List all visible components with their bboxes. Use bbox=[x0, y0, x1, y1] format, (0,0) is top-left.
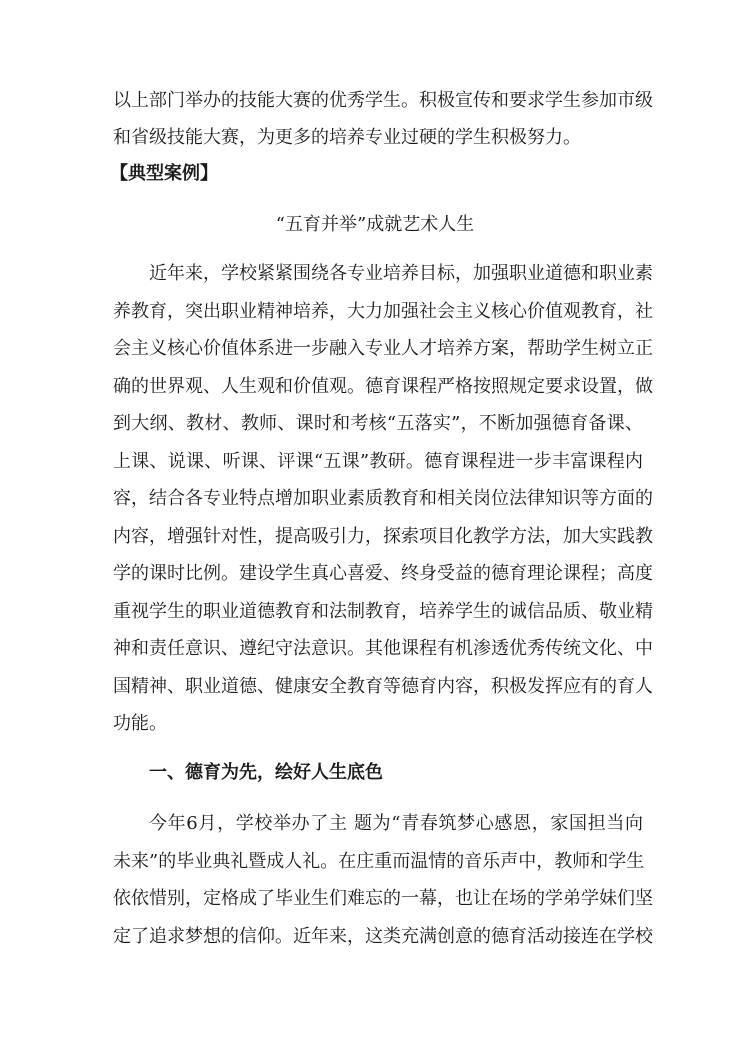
paragraph-line: 内容，增强针对性，提高吸引力，探索项目化教学方法，加大实践教 bbox=[113, 526, 653, 547]
paragraph-line: 未来”的毕业典礼暨成人礼。在庄重而温情的音乐声中，教师和学生 bbox=[113, 851, 645, 872]
paragraph-line: 重视学生的职业道德教育和法制教育，培养学生的诚信品质、敬业精 bbox=[113, 601, 653, 622]
paragraph-line: 到大纲、教材、教师、课时和考核“五落实”，不断加强德育备课、 bbox=[113, 413, 643, 434]
paragraph-line: 上课、说课、听课、评课“五课”教研。德育课程进一步丰富课程内 bbox=[113, 451, 643, 472]
paragraph-line: 功能。 bbox=[113, 713, 167, 734]
paragraph-line: 养教育，突出职业精神培养，大力加强社会主义核心价值观教育，社 bbox=[113, 301, 653, 322]
section-heading: 一、德育为先，绘好人生底色 bbox=[149, 762, 383, 783]
paragraph-line: 学的课时比例。建设学生真心喜爱、终身受益的德育理论课程；高度 bbox=[113, 563, 653, 584]
paragraph-line: 定了追求梦想的信仰。近年来，这类充满创意的德育活动接连在学校 bbox=[113, 926, 653, 947]
paragraph-line: 国精神、职业道德、健康安全教育等德育内容，积极发挥应有的育人 bbox=[113, 676, 653, 697]
paragraph-line: 神和责任意识、遵纪守法意识。其他课程有机渗透优秀传统文化、中 bbox=[113, 638, 653, 659]
intro-line: 以上部门举办的技能大赛的优秀学生。积极宣传和要求学生参加市级 bbox=[113, 90, 653, 111]
paragraph-line: 近年来，学校紧紧围绕各专业培养目标，加强职业道德和职业素 bbox=[149, 263, 653, 284]
paragraph-line: 会主义核心价值体系进一步融入专业人才培养方案，帮助学生树立正 bbox=[113, 338, 653, 359]
case-heading: 【典型案例】 bbox=[110, 163, 218, 184]
paragraph-line: 容，结合各专业特点增加职业素质教育和相关岗位法律知识等方面的 bbox=[113, 488, 653, 509]
paragraph-line: 今年6月，学校举办了主 题为“青春筑梦心感恩，家国担当向 bbox=[149, 813, 643, 834]
case-title: “五育并举”成就艺术人生 bbox=[275, 214, 475, 235]
intro-line: 和省级技能大赛，为更多的培养专业过硬的学生积极努力。 bbox=[113, 127, 581, 148]
paragraph-line: 依依惜别，定格成了毕业生们难忘的一幕，也让在场的学弟学妹们坚 bbox=[113, 888, 653, 909]
paragraph-line: 确的世界观、人生观和价值观。德育课程严格按照规定要求设置，做 bbox=[113, 376, 653, 397]
